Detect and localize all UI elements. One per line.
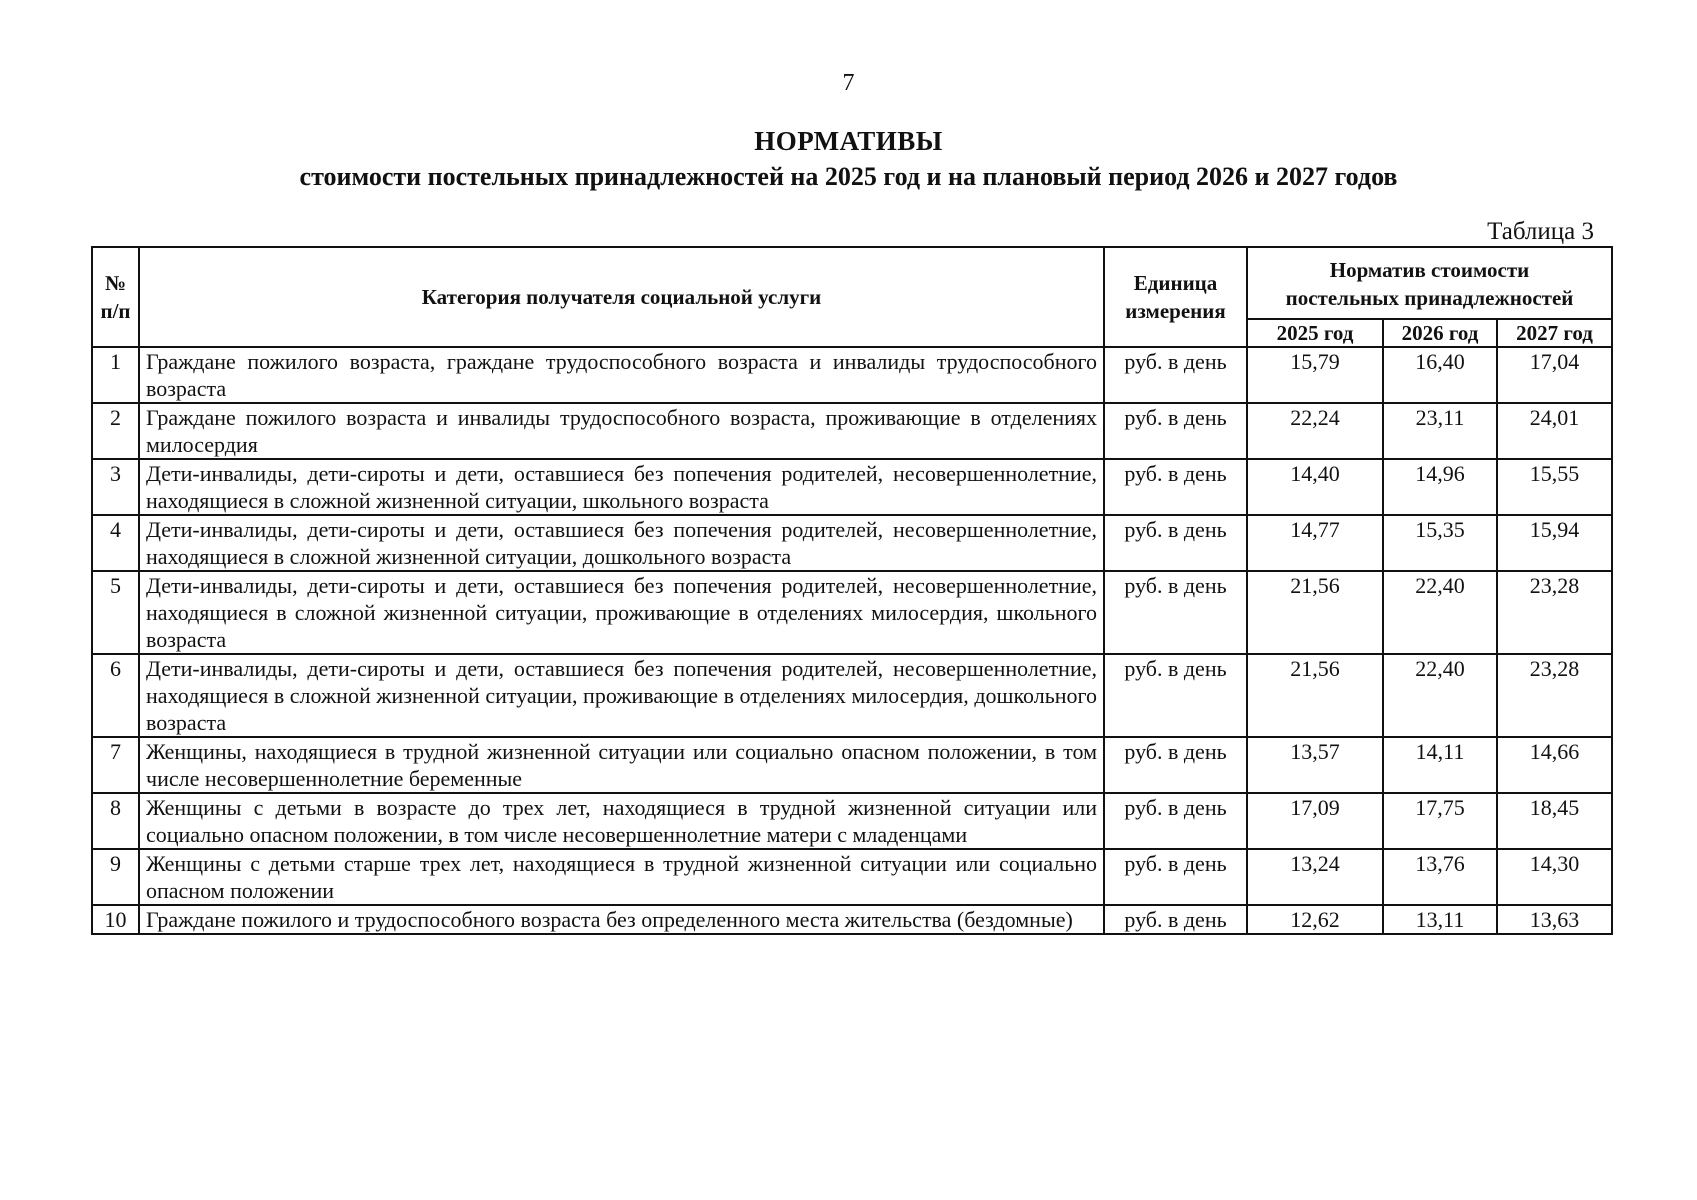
header-norm-line1: Норматив стоимости (1329, 258, 1530, 282)
table-row (92, 515, 1612, 571)
header-norm-line2: постельных принадлежностей (1285, 286, 1574, 310)
value-2026-cell: 16,40 (1383, 347, 1497, 403)
value-2026-cell: 23,11 (1383, 403, 1497, 459)
table-row (92, 793, 1612, 849)
row-number-cell: 6 (92, 654, 139, 737)
category-cell: Дети-инвалиды, дети-сироты и дети, оставшиеся без попечения родителей, несовершеннолетние, находящиеся в сложной жизненной ситуации, проживающие в отделениях милосердия, дошкольного возраста (139, 654, 1104, 737)
unit-cell: руб. в день (1104, 515, 1247, 571)
category-cell: Женщины с детьми в возрасте до трех лет, находящиеся в трудной жизненной ситуации или социально опасном положении, в том числе несовершеннолетние матери с младенцами (139, 793, 1104, 849)
header-unit (1104, 247, 1247, 347)
table-row (92, 347, 1612, 403)
value-2025-cell: 12,62 (1247, 905, 1383, 934)
row-number-cell: 4 (92, 515, 139, 571)
category-cell: Граждане пожилого возраста и инвалиды трудоспособного возраста, проживающие в отделениях милосердия (139, 403, 1104, 459)
header-year-2025: 2025 год (1247, 319, 1383, 347)
unit-cell: руб. в день (1104, 459, 1247, 515)
value-2025-cell: 13,24 (1247, 849, 1383, 905)
value-2027-cell: 14,30 (1497, 849, 1612, 905)
row-number-cell: 5 (92, 571, 139, 654)
header-year-2027: 2027 год (1497, 319, 1612, 347)
value-2025-cell: 14,40 (1247, 459, 1383, 515)
value-2026-cell: 17,75 (1383, 793, 1497, 849)
value-2027-cell: 14,66 (1497, 737, 1612, 793)
category-cell: Дети-инвалиды, дети-сироты и дети, оставшиеся без попечения родителей, несовершеннолетние, находящиеся в сложной жизненной ситуации, школьного возраста (139, 459, 1104, 515)
table-caption: Таблица 3 (1487, 218, 1594, 245)
value-2025-cell: 21,56 (1247, 571, 1383, 654)
page-number: 7 (842, 70, 855, 96)
unit-cell: руб. в день (1104, 737, 1247, 793)
value-2025-cell: 15,79 (1247, 347, 1383, 403)
value-2026-cell: 13,76 (1383, 849, 1497, 905)
table-row (92, 403, 1612, 459)
unit-cell: руб. в день (1104, 654, 1247, 737)
value-2025-cell: 21,56 (1247, 654, 1383, 737)
value-2026-cell: 14,96 (1383, 459, 1497, 515)
value-2025-cell: 13,57 (1247, 737, 1383, 793)
table-row (92, 905, 1612, 934)
header-num-line2: п/п (100, 299, 131, 323)
document-subtitle: стоимости постельных принадлежностей на 2025 год и на плановый период 2026 и 2027 годов (299, 162, 1398, 191)
row-number-cell: 1 (92, 347, 139, 403)
value-2027-cell: 17,04 (1497, 347, 1612, 403)
value-2025-cell: 17,09 (1247, 793, 1383, 849)
header-category: Категория получателя социальной услуги (139, 247, 1104, 347)
value-2026-cell: 13,11 (1383, 905, 1497, 934)
unit-cell: руб. в день (1104, 905, 1247, 934)
value-2026-cell: 22,40 (1383, 571, 1497, 654)
header-unit-line2: измерения (1125, 299, 1226, 323)
category-cell: Граждане пожилого и трудоспособного возраста без определенного места жительства (бездомные) (139, 905, 1104, 934)
value-2027-cell: 24,01 (1497, 403, 1612, 459)
row-number-cell: 8 (92, 793, 139, 849)
unit-cell: руб. в день (1104, 403, 1247, 459)
category-cell: Дети-инвалиды, дети-сироты и дети, оставшиеся без попечения родителей, несовершеннолетние, находящиеся в сложной жизненной ситуации, дошкольного возраста (139, 515, 1104, 571)
value-2027-cell: 15,94 (1497, 515, 1612, 571)
value-2027-cell: 23,28 (1497, 654, 1612, 737)
table-row (92, 849, 1612, 905)
row-number-cell: 10 (92, 905, 139, 934)
table-row (92, 737, 1612, 793)
category-cell: Женщины, находящиеся в трудной жизненной ситуации или социально опасном положении, в том числе несовершеннолетние беременные (139, 737, 1104, 793)
value-2026-cell: 22,40 (1383, 654, 1497, 737)
value-2027-cell: 13,63 (1497, 905, 1612, 934)
value-2027-cell: 23,28 (1497, 571, 1612, 654)
unit-cell: руб. в день (1104, 849, 1247, 905)
value-2027-cell: 15,55 (1497, 459, 1612, 515)
row-number-cell: 9 (92, 849, 139, 905)
category-cell: Граждане пожилого возраста, граждане трудоспособного возраста и инвалиды трудоспособного возраста (139, 347, 1104, 403)
header-year-2026: 2026 год (1383, 319, 1497, 347)
norms-table (91, 246, 1613, 935)
header-num-line1: № (104, 271, 127, 295)
table-row (92, 459, 1612, 515)
value-2025-cell: 22,24 (1247, 403, 1383, 459)
row-number-cell: 2 (92, 403, 139, 459)
row-number-cell: 7 (92, 737, 139, 793)
document-title: НОРМАТИВЫ (754, 126, 943, 156)
value-2027-cell: 18,45 (1497, 793, 1612, 849)
category-cell: Женщины с детьми старше трех лет, находящиеся в трудной жизненной ситуации или социально опасном положении (139, 849, 1104, 905)
unit-cell: руб. в день (1104, 347, 1247, 403)
table-row (92, 654, 1612, 737)
header-unit-line1: Единица (1133, 271, 1218, 295)
value-2026-cell: 15,35 (1383, 515, 1497, 571)
table-row (92, 571, 1612, 654)
unit-cell: руб. в день (1104, 571, 1247, 654)
category-cell: Дети-инвалиды, дети-сироты и дети, оставшиеся без попечения родителей, несовершеннолетние, находящиеся в сложной жизненной ситуации, проживающие в отделениях милосердия, школьного возраста (139, 571, 1104, 654)
row-number-cell: 3 (92, 459, 139, 515)
value-2025-cell: 14,77 (1247, 515, 1383, 571)
value-2026-cell: 14,11 (1383, 737, 1497, 793)
header-norm (1247, 247, 1612, 319)
norms-table-body (92, 347, 1612, 934)
header-num (92, 247, 139, 347)
unit-cell: руб. в день (1104, 793, 1247, 849)
